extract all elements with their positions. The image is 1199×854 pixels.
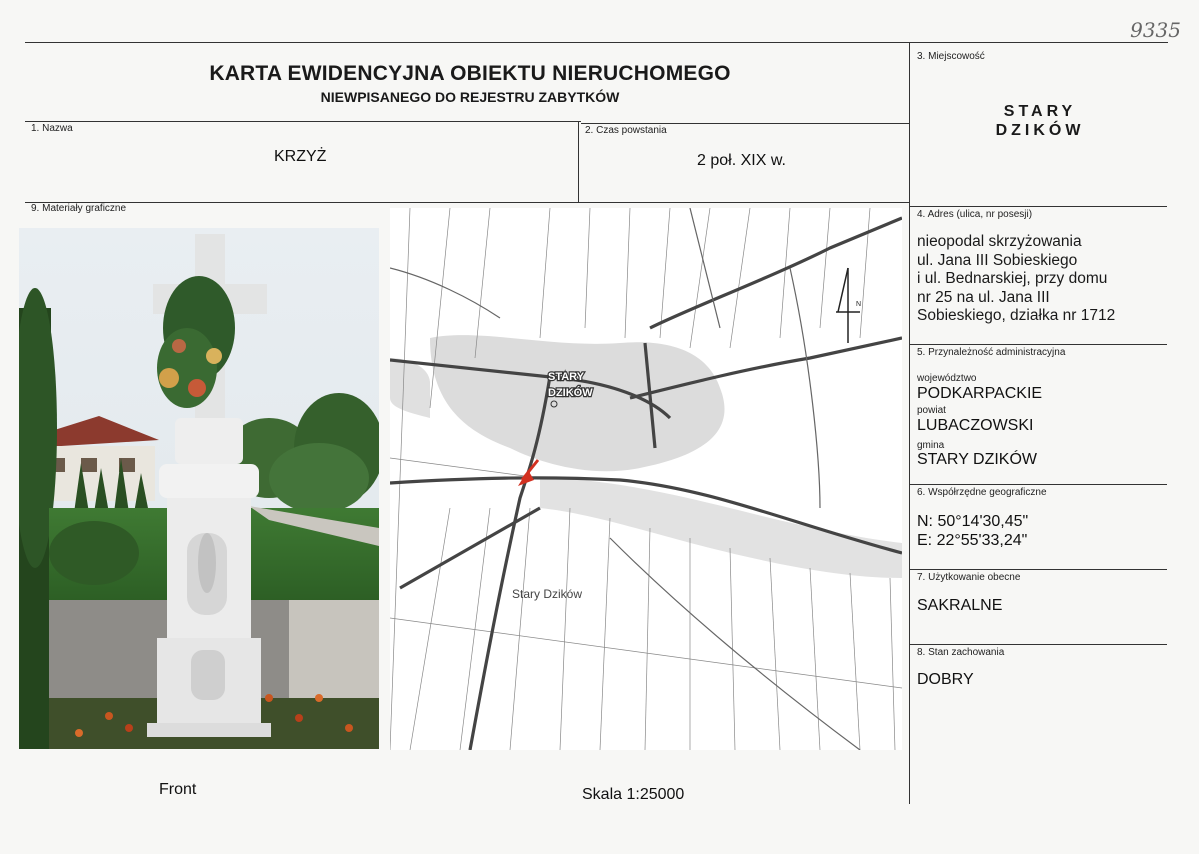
rule-section-6 [909, 484, 1167, 485]
rule-under-title-left [25, 121, 581, 122]
map-town-label-1: STARY [548, 371, 585, 383]
coords-label: 6. Współrzędne geograficzne [917, 487, 1047, 498]
locality-label: 3. Miejscowość [917, 51, 985, 62]
usage-value: SAKRALNE [917, 597, 1003, 614]
date-value: 2 poł. XIX w. [697, 152, 786, 169]
rule-section-7 [909, 569, 1167, 570]
condition-label: 8. Stan zachowania [917, 647, 1005, 658]
rule-section-5 [909, 344, 1167, 345]
county-label: powiat [917, 405, 946, 416]
usage-label: 7. Użytkowanie obecne [917, 572, 1021, 583]
location-map [390, 208, 902, 750]
commune-label: gmina [917, 440, 945, 451]
north-label: N [856, 301, 862, 308]
graphics-label: 9. Materiały graficzne [31, 203, 127, 214]
rule-section-8 [909, 644, 1167, 645]
map-scale-caption: Skala 1:25000 [582, 786, 685, 803]
date-label: 2. Czas powstania [585, 125, 667, 136]
form-subtitle: NIEWPISANEGO DO REJESTRU ZABYTKÓW [320, 89, 620, 105]
locality-line2: DZIKÓW [995, 122, 1085, 139]
longitude-value: E: 22°55'33,24" [917, 532, 1028, 549]
photo-caption: Front [159, 781, 197, 798]
commune-value: STARY DZIKÓW [917, 451, 1038, 468]
address-line: i ul. Bednarskiej, przy domu [917, 270, 1108, 287]
rule-section-4 [909, 206, 1167, 207]
address-line: Sobieskiego, działka nr 1712 [917, 307, 1116, 324]
voivodeship-label: województwo [917, 373, 977, 384]
address-line: nieopodal skrzyżowania [917, 233, 1082, 250]
address-text [917, 233, 1115, 326]
cross-photo [19, 228, 379, 749]
archive-number: 9335 [1130, 18, 1181, 42]
latitude-value: N: 50°14'30,45" [917, 513, 1029, 530]
voivodeship-value: PODKARPACKIE [917, 385, 1043, 402]
right-column-divider [909, 42, 910, 804]
county-value: LUBACZOWSKI [917, 417, 1034, 434]
name-value: KRZYŻ [274, 148, 327, 165]
locality-line1: STARY [1003, 103, 1077, 120]
map-town-label-2: DZIKÓW [548, 387, 593, 399]
address-label: 4. Adres (ulica, nr posesji) [917, 209, 1033, 220]
name-label: 1. Nazwa [31, 123, 73, 134]
top-rule [25, 42, 1168, 43]
address-line: nr 25 na ul. Jana III [917, 288, 1050, 306]
rule-above-graphics [25, 202, 909, 203]
name-date-divider [578, 121, 579, 202]
rule-under-title-right [581, 123, 909, 124]
address-line: ul. Jana III Sobieskiego [917, 251, 1078, 269]
admin-label: 5. Przynależność administracyjna [917, 347, 1066, 358]
condition-value: DOBRY [917, 671, 974, 688]
form-title: KARTA EWIDENCYJNA OBIEKTU NIERUCHOMEGO [209, 62, 731, 85]
map-road-label: Stary Dzików [512, 587, 583, 601]
